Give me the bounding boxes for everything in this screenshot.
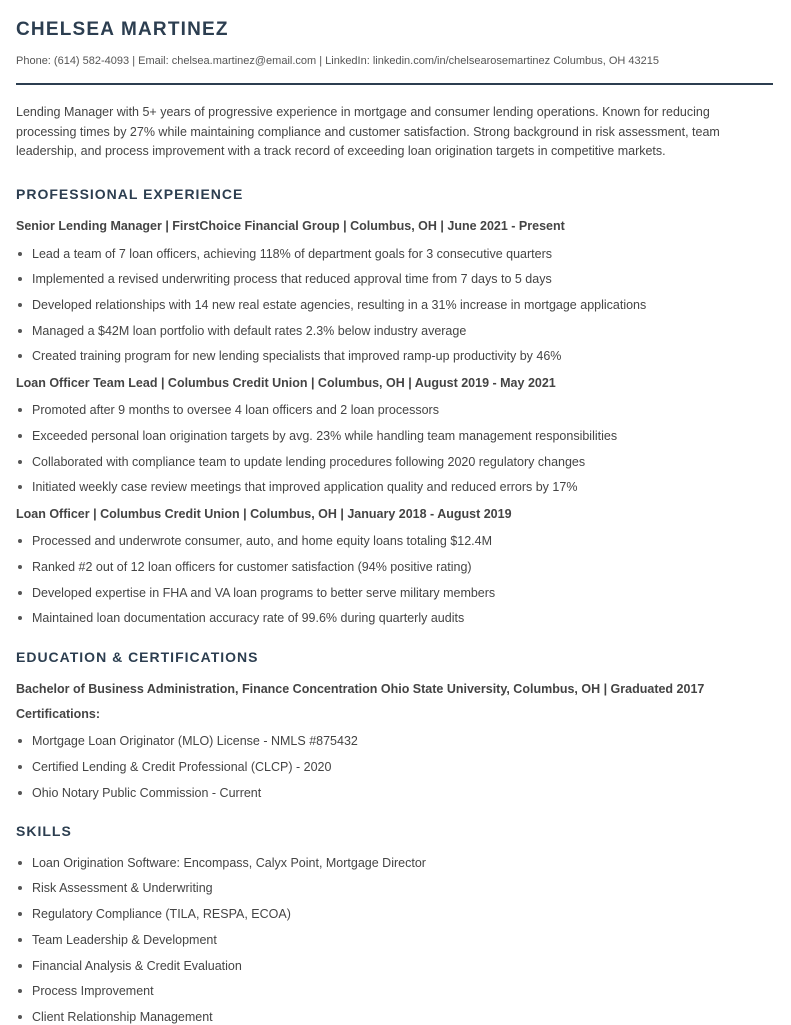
bullet-dot: [18, 460, 22, 464]
experience-section: [16, 185, 773, 627]
bullet-dot: [18, 303, 22, 307]
bullet-dot: [18, 591, 22, 595]
list-item: [16, 1009, 773, 1025]
bullet-dot: [18, 252, 22, 256]
bullet-text: Implemented a revised underwriting process that reduced approval time from 7 days to 5 days: [32, 272, 552, 287]
bullet-dot: [18, 791, 22, 795]
list-item: [16, 454, 773, 470]
bullet-dot: [18, 539, 22, 543]
skills-list: [16, 855, 773, 1025]
job-bullet-list: [16, 246, 773, 365]
contact-line: Phone: (614) 582-4093 | Email: chelsea.martinez@email.com | LinkedIn: linkedin.com/in/chelsearosemartinez Columbus, OH 43215: [16, 55, 659, 67]
list-item: [16, 323, 773, 339]
bullet-text: Processed and underwrote consumer, auto, and home equity loans totaling $12.4M: [32, 534, 493, 549]
bullet-text: Created training program for new lending specialists that improved ramp-up productivity by 46%: [32, 349, 562, 364]
list-item: [16, 785, 773, 801]
list-item: [16, 958, 773, 974]
bullet-dot: [18, 964, 22, 968]
list-item: [16, 297, 773, 313]
bullet-text: Promoted after 9 months to oversee 4 loan officers and 2 loan processors: [32, 403, 439, 418]
list-item: [16, 610, 773, 626]
list-item: [16, 585, 773, 601]
bullet-dot: [18, 861, 22, 865]
degree-line: Bachelor of Business Administration, Finance Concentration Ohio State University, Columbus, OH | Graduated 2017: [16, 682, 705, 697]
list-item: [16, 906, 773, 922]
job-title: Senior Lending Manager | FirstChoice Financial Group | Columbus, OH | June 2021 - Present: [16, 218, 565, 233]
list-item: [16, 348, 773, 364]
bullet-dot: [18, 565, 22, 569]
bullet-dot: [18, 938, 22, 942]
skill-text: Process Improvement: [32, 984, 154, 999]
bullet-dot: [18, 354, 22, 358]
job-title: Loan Officer Team Lead | Columbus Credit Union | Columbus, OH | August 2019 - May 2021: [16, 376, 556, 391]
bullet-dot: [18, 434, 22, 438]
skill-text: Client Relationship Management: [32, 1009, 213, 1024]
list-item: [16, 479, 773, 495]
certification-text: Mortgage Loan Originator (MLO) License - NMLS #875432: [32, 734, 358, 749]
experience-heading: PROFESSIONAL EXPERIENCE: [16, 185, 244, 202]
skill-text: Risk Assessment & Underwriting: [32, 881, 213, 896]
skills-section: [16, 822, 773, 1025]
list-item: [16, 271, 773, 287]
list-item: [16, 759, 773, 775]
bullet-dot: [18, 989, 22, 993]
skill-text: Financial Analysis & Credit Evaluation: [32, 958, 242, 973]
bullet-dot: [18, 886, 22, 890]
bullet-text: Collaborated with compliance team to update lending procedures following 2020 regulatory changes: [32, 454, 586, 469]
bullet-text: Managed a $42M loan portfolio with default rates 2.3% below industry average: [32, 323, 467, 338]
bullet-dot: [18, 765, 22, 769]
job-entry: [16, 375, 773, 495]
education-section: [16, 648, 773, 800]
skill-text: Loan Origination Software: Encompass, Calyx Point, Mortgage Director: [32, 855, 426, 870]
bullet-dot: [18, 408, 22, 412]
header-divider: [16, 83, 773, 85]
list-item: [16, 402, 773, 418]
certification-text: Ohio Notary Public Commission - Current: [32, 785, 262, 800]
job-bullet-list: [16, 402, 773, 495]
bullet-text: Initiated weekly case review meetings that improved application quality and reduced errors by 17%: [32, 480, 578, 495]
list-item: [16, 533, 773, 549]
bullet-text: Maintained loan documentation accuracy rate of 99.6% during quarterly audits: [32, 611, 465, 626]
bullet-dot: [18, 329, 22, 333]
skill-text: Team Leadership & Development: [32, 932, 217, 947]
professional-summary: Lending Manager with 5+ years of progressive experience in mortgage and consumer lending operations. Known for reducing processing times by 27% while maintaining compliance and customer satisfaction. Strong background in risk assessment, team leadership, and process improvement with a track record of exceeding loan origination targets in competitive markets.: [16, 105, 720, 158]
bullet-text: Ranked #2 out of 12 loan officers for customer satisfaction (94% positive rating): [32, 560, 472, 574]
job-bullet-list: [16, 533, 773, 626]
skills-heading: SKILLS: [16, 822, 72, 839]
list-item: [16, 880, 773, 896]
bullet-text: Developed relationships with 14 new real estate agencies, resulting in a 31% increase in mortgage applications: [32, 297, 647, 312]
job-entry: [16, 506, 773, 626]
skill-text: Regulatory Compliance (TILA, RESPA, ECOA): [32, 907, 291, 922]
bullet-dot: [18, 739, 22, 743]
bullet-dot: [18, 485, 22, 489]
list-item: [16, 559, 773, 575]
certifications-list: [16, 733, 773, 800]
certification-text: Certified Lending & Credit Professional (CLCP) - 2020: [32, 760, 332, 775]
list-item: [16, 733, 773, 749]
bullet-text: Exceeded personal loan origination targets by avg. 23% while handling team management responsibilities: [32, 428, 618, 443]
list-item: [16, 855, 773, 871]
list-item: [16, 246, 773, 262]
bullet-dot: [18, 277, 22, 281]
candidate-name: CHELSEA MARTINEZ: [16, 19, 229, 40]
bullet-text: Developed expertise in FHA and VA loan programs to better serve military members: [32, 585, 496, 600]
job-entry: [16, 218, 773, 365]
education-heading: EDUCATION & CERTIFICATIONS: [16, 649, 259, 666]
bullet-dot: [18, 616, 22, 620]
job-title: Loan Officer | Columbus Credit Union | Columbus, OH | January 2018 - August 2019: [16, 507, 512, 522]
list-item: [16, 428, 773, 444]
resume-page: [16, 18, 773, 1025]
list-item: [16, 983, 773, 999]
certifications-label: Certifications:: [16, 707, 101, 722]
bullet-text: Lead a team of 7 loan officers, achieving 118% of department goals for 3 consecutive quarters: [32, 246, 552, 261]
bullet-dot: [18, 1015, 22, 1019]
bullet-dot: [18, 912, 22, 916]
list-item: [16, 932, 773, 948]
